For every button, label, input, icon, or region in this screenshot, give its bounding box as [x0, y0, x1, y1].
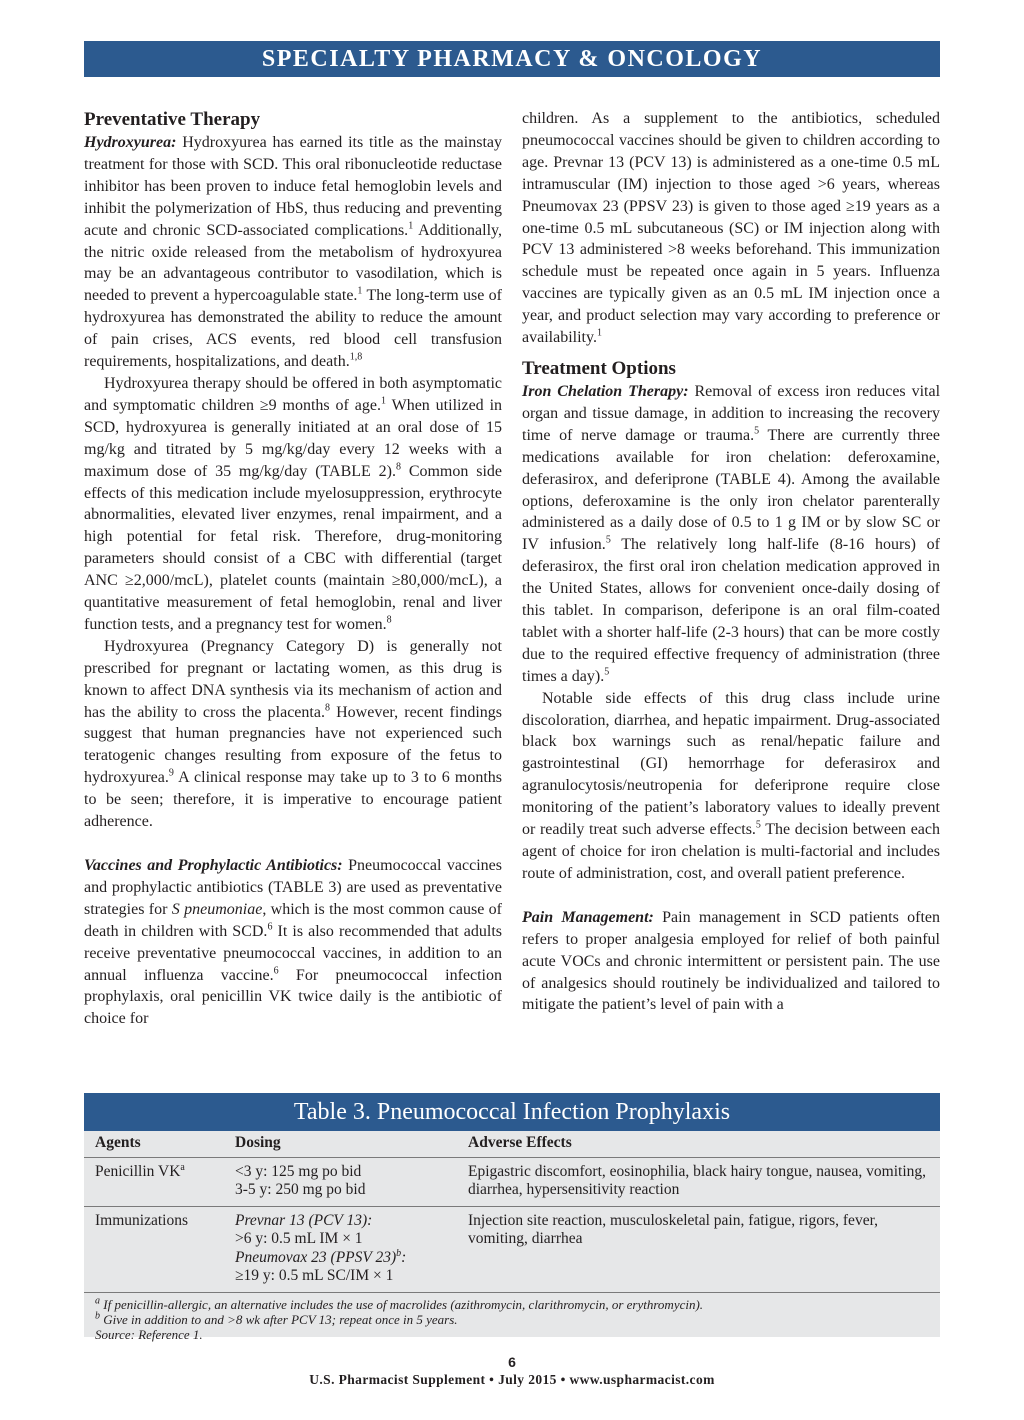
table-footnotes — [84, 1293, 940, 1342]
right-column — [522, 108, 940, 1016]
page-number: 6 — [508, 1354, 516, 1370]
paragraph-hydroxyurea-3: Hydroxyurea (Pregnancy Category D) is generally not prescribed for pregnant or lactating women, as this drug is known to affect DNA synthesis via its mechanism of action and has the ability to cross the placenta.$^8$ However, recent findings suggest that human pregnancies have not experienced such teratogenic changes resulting from exposure of the fetus to hydroxyurea.$^9$ A clinical response may take up to 3 to 6 months to be seen; therefore, it is imperative to encourage patient adherence. — [84, 637, 502, 831]
paragraph-iron-chelation-2: Notable side effects of this drug class include urine discoloration, diarrhea, and hepatic impairment. Drug-associated black box warnings such as renal/hepatic failure and gastrointestinal (GI) hemorrhage for deferasirox and agranulocytosis/neutropenia for deferiprone require close monitoring of the patient’s laboratory values to ideally prevent or readily treat such adverse effects.$^5$ The decision between each agent of choice for iron chelation is multi-factorial and includes route of administration, cost, and overall patient preference. — [522, 689, 941, 882]
heading-treatment-options: Treatment Options — [522, 357, 676, 379]
paragraph-pain-management: Pain Management: Pain management in SCD patients often refers to proper analgesia employed for relief of both painful acute VOCs and chronic intermittent or persistent pain. The use of analgesics should routinely be individualized and tailored to mitigate the patient’s level of pain with a — [522, 908, 940, 1014]
lead-hydroxyurea: Hydroxyurea: — [84, 134, 177, 151]
cell-adverse-effects: Injection site reaction, musculoskeletal pain, fatigue, rigors, fever, vomiting, diarrhea — [468, 1211, 878, 1247]
header-adverse-effects: Adverse Effects — [468, 1134, 572, 1151]
table-header-row — [84, 1131, 940, 1158]
paragraph-iron-chelation-1: Iron Chelation Therapy: Removal of excess iron reduces vital organ and tissue damage, in addition to increasing the recovery time of nerve damage or trauma.$^5$ There are currently three medications available for iron chelation: deferoxamine, deferasirox, and deferiprone (TABLE 4). Among the available options, deferoxamine is the only iron chelator parenterally administered as a daily dose of 0.5 to 1 g IM or by slow SC or IV infusion.$^5$ The relatively long half-life (8-16 hours) of deferasirox, the first oral iron chelation medication approved in the United States, allows for convenient once-daily dosing of this tablet. In comparison, deferipone is an oral film-coated tablet with a shorter half-life (2-3 hours) that can be more costly due to the required effective frequency of administration (three times a day).$^5$ — [522, 382, 941, 685]
paragraph-vaccines-continued: children. As a supplement to the antibiotics, scheduled pneumococcal vaccines should be given to children according to age. Prevnar 13 (PCV 13) is administered as a one-time 0.5 mL intramuscular (IM) injection to those aged >6 years, whereas Pneumovax 23 (PPSV 23) is given to those aged ≥19 years as a one-time 0.5 mL subcutaneous (SC) or IM injection along with PCV 13 administered >8 weeks beforehand. This immunization schedule must be repeated once again in 5 years. Influenza vaccines are typically given as an 0.5 mL IM injection once a year, and product selection may vary according to preference or availability.$^1$ — [522, 110, 940, 347]
cell-agent: Immunizations — [95, 1211, 188, 1229]
paragraph-hydroxyurea-1: Hydroxyurea: Hydroxyurea has earned its title as the mainstay treatment for those with SCD. This oral ribonucleotide reductase inhibitor has been proven to induce fetal hemoglobin levels and inhibit the polymerization of HbS, thus reducing and preventing acute and chronic SCD-associated complications.$^1$ Additionally, the nitric oxide released from the metabolism of hydroxyurea may be an advantageous contributor to vasodilation, which is needed to prevent a hypercoagulable state.$^1$ The long-term use of hydroxyurea has demonstrated the ability to reduce the amount of pain crises, ACS events, red blood cell transfusion requirements, hospitalizations, and death.$^{1,8}$ — [84, 134, 502, 371]
lead-pain-management: Pain Management: — [522, 908, 654, 926]
left-column — [84, 108, 502, 1030]
table-row — [84, 1158, 940, 1207]
page-footer: U.S. Pharmacist Supplement • July 2015 • www.uspharmacist.com — [309, 1372, 715, 1387]
cell-dosing: <3 y: 125 mg po bid 3-5 y: 250 mg po bid — [235, 1162, 366, 1198]
heading-preventative-therapy: Preventative Therapy — [84, 109, 261, 130]
header-agents: Agents — [95, 1134, 141, 1151]
table-row — [84, 1207, 940, 1293]
table-title: Table 3. Pneumococcal Infection Prophylaxis — [84, 1093, 940, 1131]
table-source: Source: Reference 1. — [95, 1326, 203, 1342]
table-3 — [84, 1093, 940, 1342]
paragraph-hydroxyurea-2: Hydroxyurea therapy should be offered in both asymptomatic and symptomatic children ≥9 months of age.$^1$ When utilized in SCD, hydroxyurea is generally initiated at an oral dose of 15 mg/kg and titrated by 5 mg/kg/day every 12 weeks with a maximum dose of 35 mg/kg/day (TABLE 2).$^8$ Common side effects of this medication include myelosuppression, erythrocyte abnormalities, elevated liver enzymes, renal impairment, and a high potential for fetal risk. Therefore, drug-monitoring parameters should consist of a CBC with differential (target ANC ≥2,000/mcL), platelet counts (maintain ≥80,000/mcL), a quantitative measurement of fetal hemoglobin, renal and liver function tests, and a pregnancy test for women.$^8$ — [84, 374, 503, 633]
section-banner: SPECIALTY PHARMACY & ONCOLOGY — [84, 41, 940, 77]
cell-agent: Penicillin $VK^a$ — [95, 1161, 185, 1180]
header-dosing: Dosing — [235, 1134, 281, 1151]
lead-iron-chelation: Iron Chelation Therapy: — [522, 382, 689, 400]
footnote-b: $^b$ Give in addition to and >8 wk after PCV 13; repeat once in 5 years. — [95, 1310, 458, 1327]
lead-vaccines: Vaccines and Prophylactic Antibiotics: — [84, 857, 343, 874]
cell-adverse-effects: Epigastric discomfort, eosinophilia, black hairy tongue, nausea, vomiting, diarrhea, hypersensitivity reaction — [468, 1162, 927, 1198]
cell-dosing: Prevnar 13 (PCV 13): >6 y: 0.5 mL IM × 1 Pneumovax 23 (PPSV 23)$^b$: ≥19 y: 0.5 mL SC/IM × 1 — [235, 1211, 407, 1284]
paragraph-vaccines: Vaccines and Prophylactic Antibiotics: Pneumococcal vaccines and prophylactic antibiotics (TABLE 3) are used as preventative strategies for S pneumoniae, which is the most common cause of death in children with SCD.$^6$ It is also recommended that adults receive preventative pneumococcal vaccines, in addition to an annual influenza vaccine.$^6$ For pneumococcal infection prophylaxis, oral penicillin VK twice daily is the antibiotic of choice for — [84, 857, 503, 1028]
footnote-a: $^a$ If penicillin-allergic, an alternative includes the use of macrolides (azithromycin, clarithromycin, or erythromycin). — [95, 1295, 704, 1312]
